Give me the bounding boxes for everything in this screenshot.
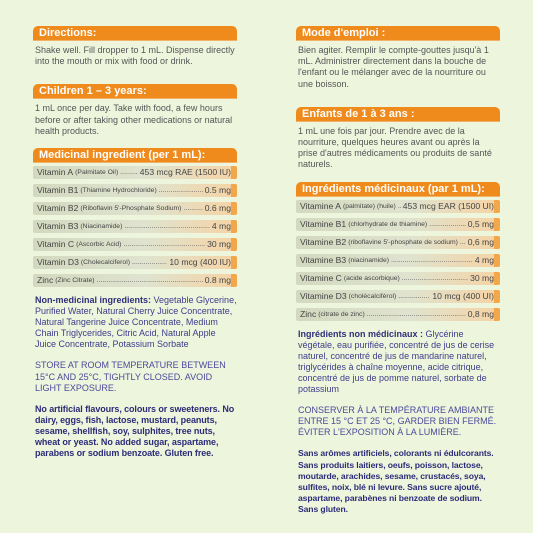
ingredient-row (296, 254, 500, 267)
medicinal-ingredients-table-fr (296, 200, 500, 321)
ingredient-row (33, 184, 237, 197)
leader-dots (132, 256, 167, 269)
ingredient-source: (cholécalciférol) (348, 292, 397, 300)
french-column (296, 0, 500, 515)
ingredient-amount: 0,6 mg (467, 236, 494, 247)
leader-dots (120, 166, 138, 179)
leader-dots (429, 218, 466, 231)
ingredient-row (296, 236, 500, 249)
ingredient-source: (riboflavine 5'-phosphate de sodium) (348, 238, 458, 246)
ingredient-row (296, 272, 500, 285)
ingredient-row (33, 256, 237, 269)
ingredient-source: (acide ascorbique) (343, 274, 400, 282)
row-accent (231, 202, 237, 215)
ingredient-source: (chlorhydrate de thiamine) (348, 220, 428, 228)
ingredient-source: (Cholecalciferol) (80, 259, 130, 267)
ingredient-source: (Ascorbic Acid) (76, 241, 122, 249)
row-accent (494, 236, 500, 249)
ingredient-amount: 4 mg (474, 254, 494, 265)
ingredient-row (33, 166, 237, 179)
medicinal-ingredients-heading: Medicinal ingredient (per 1 mL): (33, 148, 237, 163)
ingredient-source: (Palmitate Oil) (75, 169, 119, 177)
ingredient-source: (Riboflavin 5'-Phosphate Sodium) (80, 205, 182, 213)
ingredient-amount: 0,5 mg (467, 218, 494, 229)
row-accent (494, 290, 500, 303)
ingredient-source: (citrate de zinc) (318, 310, 365, 318)
ingredient-name: Zinc (300, 308, 317, 319)
ingredient-row (296, 308, 500, 321)
ingredient-row (296, 200, 500, 213)
ingredient-row (33, 220, 237, 233)
directions-text: Shake well. Fill dropper to 1 mL. Dispense directly into the mouth or mix with food or drink. (35, 45, 235, 67)
row-accent (231, 184, 237, 197)
ingredient-amount: 30 mg (470, 272, 494, 283)
ingredient-row (33, 238, 237, 251)
ingredient-amount: 10 mcg (400 UI) (432, 290, 494, 301)
directions-heading-fr: Mode d'emploi : (296, 26, 500, 41)
non-medicinal-label-fr: Ingrédients non médicinaux : (298, 328, 424, 339)
ingredient-row (33, 274, 237, 287)
ingredient-name: Vitamine C (300, 272, 342, 283)
row-accent (494, 218, 500, 231)
leader-dots (97, 274, 203, 287)
row-accent (494, 272, 500, 285)
directions-heading: Directions: (33, 26, 237, 41)
medicinal-ingredients-heading-fr: Ingrédients médicinaux (par 1 mL): (296, 182, 500, 197)
ingredient-amount: 30 mg (207, 239, 231, 250)
ingredient-amount: 0.5 mg (204, 185, 231, 196)
ingredient-amount: 453 mcg EAR (1500 UI) (402, 200, 494, 211)
leader-dots (183, 202, 202, 215)
non-medicinal-ingredients-fr (298, 329, 500, 396)
children-dosage-text-fr: 1 mL une fois par jour. Prendre avec de la nourriture, quelques heures avant ou après la prise d'autres médicaments ou produits de santé naturels. (298, 125, 492, 170)
ingredient-name: Vitamine D3 (300, 290, 347, 301)
row-accent (231, 166, 237, 179)
ingredient-name: Vitamin C (37, 239, 75, 250)
ingredient-name: Vitamine B2 (300, 236, 347, 247)
children-dosage-text: 1 mL once per day. Take with food, a few hours before or after taking other medications or natural health products. (35, 103, 233, 136)
ingredient-amount: 10 mcg (400 IU) (169, 257, 231, 268)
non-medicinal-text: Vegetable Glycerine, Purified Water, Natural Cherry Juice Concentrate, Natural Tangerine Juice Concentrate, Medium Chain Triglycerides, Citric Acid, Natural Apple Juice Concentrate, Potassium Sorbate (35, 295, 237, 350)
ingredient-source: (Niacinamide) (80, 223, 123, 231)
ingredient-name: Vitamine B1 (300, 218, 347, 229)
allergen-statement: No artificial flavours, colours or sweeteners. No dairy, eggs, fish, lactose, mustard, peanuts, sesame, shellfish, soy, sulphites, tree nuts, wheat or yeast. No added sugar, aspartame, parabens or sodium benzoate. Gluten free. (35, 403, 235, 459)
ingredient-name: Vitamin B2 (37, 203, 79, 214)
directions-text-fr: Bien agiter. Remplir le compte-gouttes jusqu'à 1 mL. Administrer directement dans la bouche de l'enfant ou le mélanger avec de la nourriture ou une boisson. (298, 45, 489, 89)
ingredient-source: (palmitate) (huile) (342, 202, 396, 210)
leader-dots (123, 238, 205, 251)
storage-instructions: STORE AT ROOM TEMPERATURE BETWEEN 15°C AND 25°C, TIGHTLY CLOSED. AVOID LIGHT EXPOSURE. (35, 360, 226, 393)
ingredient-amount: 0.6 mg (204, 203, 231, 214)
allergen-statement-fr: Sans arômes artificiels, colorants ni édulcorants. Sans produits laitiers, oeufs, poisson, lactose, moutarde, arachides, sesame, crustacés, soya, sulfites, noix, blé ni levure. Sans sucre ajouté, aspartame, parabènes ni benzoate de sodium. Sans gluten. (298, 448, 494, 514)
ingredient-name: Zinc (37, 275, 54, 286)
row-accent (494, 254, 500, 267)
ingredient-row (296, 290, 500, 303)
row-accent (231, 220, 237, 233)
ingredient-amount: 0,8 mg (467, 308, 494, 319)
storage-instructions-fr: CONSERVER À LA TEMPÉRATURE AMBIANTE ENTRE 15 °C ET 25 °C, GARDER BIEN FERMÉ. ÉVITER L'EXPOSITION À LA LUMIÈRE. (298, 405, 497, 438)
row-accent (231, 274, 237, 287)
leader-dots (159, 184, 203, 197)
ingredient-source: (Zinc Citrate) (55, 277, 95, 285)
ingredient-name: Vitamin B3 (37, 221, 79, 232)
leader-dots (398, 290, 430, 303)
row-accent (231, 256, 237, 269)
ingredient-name: Vitamin B1 (37, 185, 79, 196)
leader-dots (402, 272, 468, 285)
non-medicinal-text-fr: Glycérine végétale, eau purifiée, concentré de jus de cerise naturel, concentré de jus de mandarine naturel, triglycérides à chaîne moyenne, acide citrique, concentré de jus de pomme naturel, sorbate de potassium (298, 328, 495, 395)
ingredient-source: (Thiamine Hydrochloride) (80, 187, 157, 195)
ingredient-amount: 0.8 mg (204, 275, 231, 286)
row-accent (494, 200, 500, 213)
children-dosage-heading-fr: Enfants de 1 à 3 ans : (296, 107, 500, 122)
ingredient-name: Vitamine A (300, 200, 341, 211)
leader-dots (124, 220, 210, 233)
ingredient-row (33, 202, 237, 215)
leader-dots (367, 308, 466, 321)
medicinal-ingredients-table (33, 166, 237, 287)
row-accent (494, 308, 500, 321)
leader-dots (460, 236, 466, 249)
ingredient-source: (niacinamide) (348, 256, 389, 264)
ingredient-name: Vitamine B3 (300, 254, 347, 265)
ingredient-amount: 4 mg (211, 221, 231, 232)
ingredient-amount: 453 mcg RAE (1500 IU) (139, 167, 231, 178)
non-medicinal-ingredients (35, 295, 237, 350)
leader-dots (398, 200, 401, 213)
children-dosage-heading: Children 1 – 3 years: (33, 84, 237, 99)
english-column (33, 0, 237, 459)
ingredient-name: Vitamin A (37, 167, 74, 178)
row-accent (231, 238, 237, 251)
leader-dots (391, 254, 473, 267)
ingredient-name: Vitamin D3 (37, 257, 79, 268)
ingredient-row (296, 218, 500, 231)
non-medicinal-label: Non-medicinal ingredients: (35, 295, 152, 306)
